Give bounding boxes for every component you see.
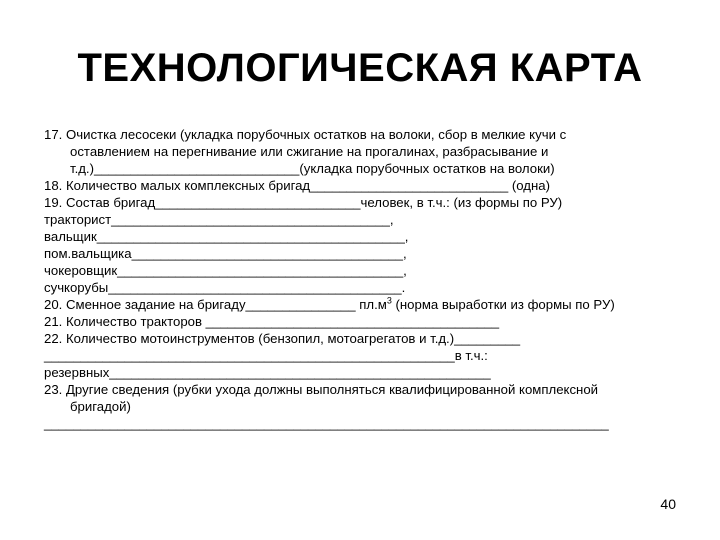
reserve-field: резервных____________________________________________________ [44,365,491,380]
valshchik-field: вальщик__________________________________________, [44,229,409,244]
page-number: 40 [660,496,676,512]
item-17-line-3: т.д.)____________________________(укладка порубочных остатков на волоки) [70,161,555,176]
item-22-continuation: ________________________________________________________в т.ч.: [44,348,488,363]
item-20 [44,296,674,313]
item-22: 22. Количество мотоинструментов (бензопил, мотоагрегатов и т.д.)_________ [44,331,521,346]
item-19: 19. Состав бригад____________________________человек, в т.ч.: (из формы по РУ) [44,195,563,210]
item-21: 21. Количество тракторов ________________________________________ [44,314,500,329]
item-17-line-1: 17. Очистка лесосеки (укладка порубочных остатков на волоки, сбор в мелкие кучи с [44,127,567,142]
form-content [44,126,674,432]
item-20-text: 20. Сменное задание на бригаду_______________ пл.м [44,297,387,312]
item-23-blank-line: _____________________________________________________________________________ [44,416,609,431]
tractorist-field: тракторист______________________________________, [44,212,394,227]
item-18: 18. Количество малых комплексных бригад___________________________ (одна) [44,178,550,193]
item-20-superscript: 3 [386,295,392,306]
item-17-line-2: оставлением на перегнивание или сжигание на прогалинах, разбрасывание и [70,144,549,159]
item-20-note: (норма выработки из формы по РУ) [391,297,615,312]
suchkorub-field: сучкорубы________________________________________. [44,280,406,295]
page-title: ТЕХНОЛОГИЧЕСКАЯ КАРТА [77,46,643,90]
item-23-line-1: 23. Другие сведения (рубки ухода должны выполняться квалифицированной комплексной [44,382,599,397]
chokerovshchik-field: чокеровщик_______________________________________, [44,263,407,278]
pom-valshchika-field: пом.вальщика_____________________________________, [44,246,407,261]
item-23-line-2: бригадой) [70,399,131,414]
